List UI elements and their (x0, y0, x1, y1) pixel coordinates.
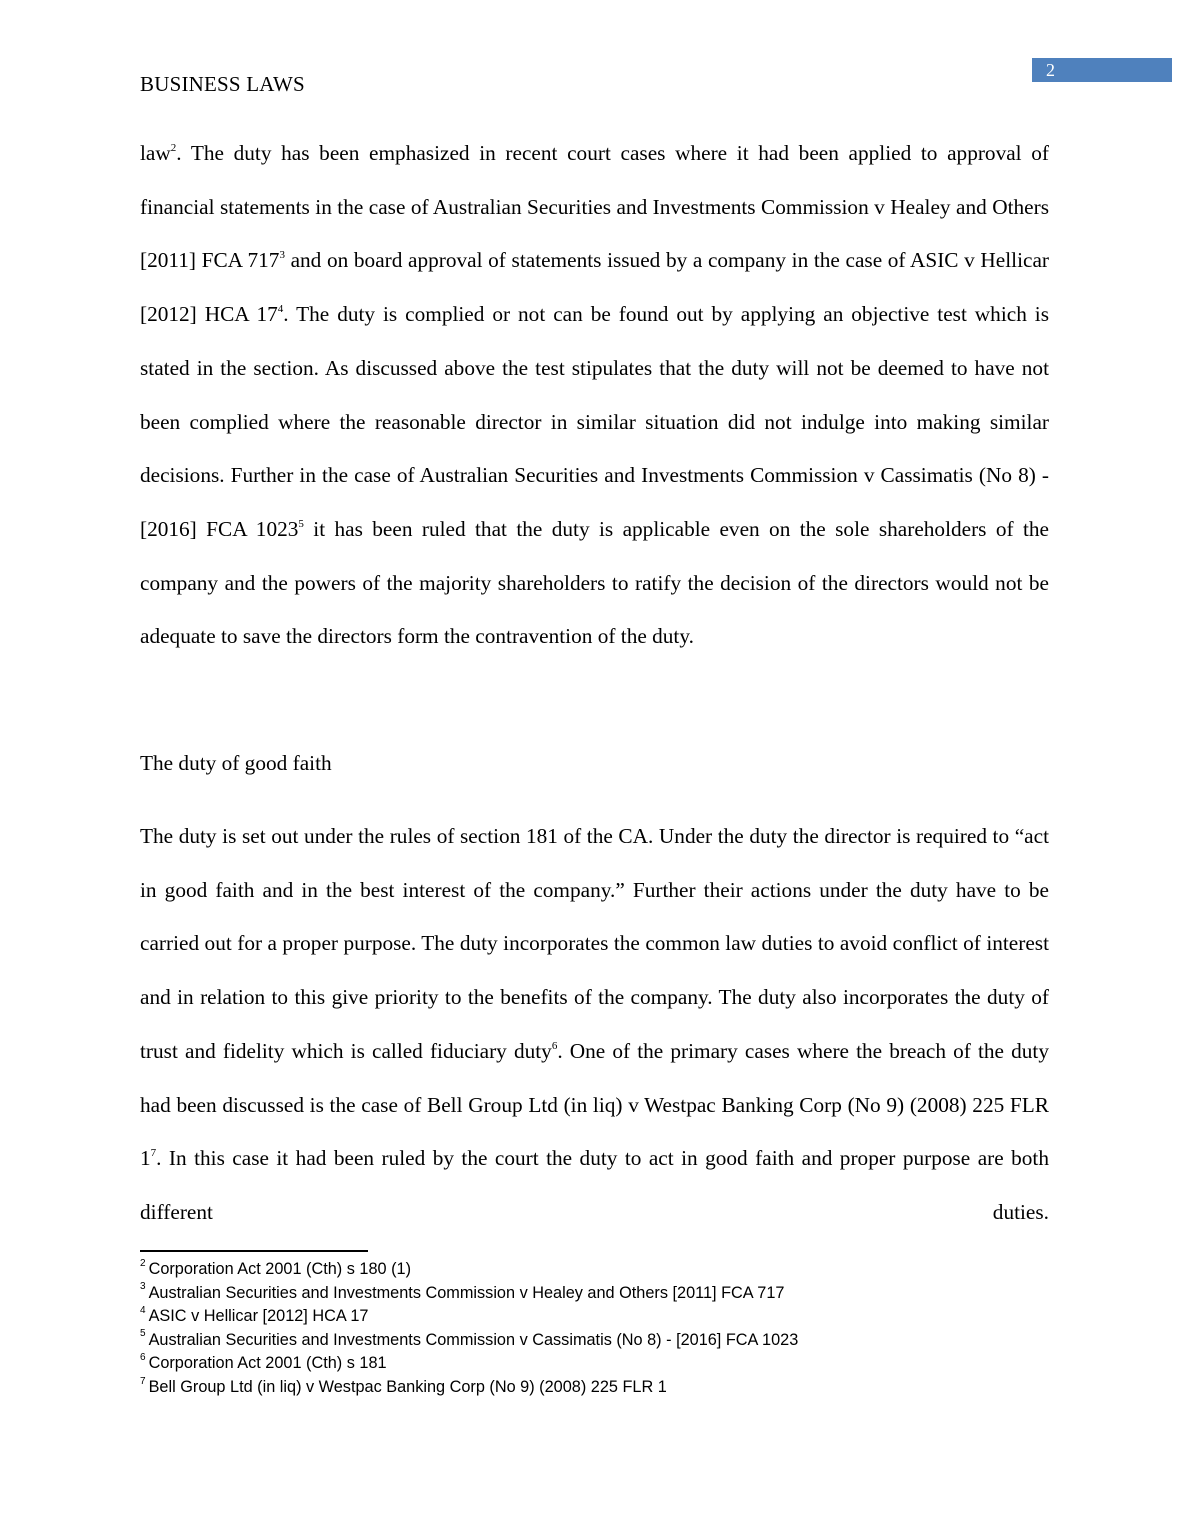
footnote-text: Corporation Act 2001 (Cth) s 181 (148, 1354, 387, 1373)
paragraph-text: The duty is set out under the rules of section 181 of the CA. Under the duty the director is required to “act in good faith and in the best interest of the company.” Further their actions under the duty have to be carried out for a proper purpose. The duty incorporates the common law duties to avoid conflict of interest and in relation to this give priority to the benefits of the company. The duty also incorporates the duty of trust and fidelity which is called fiduciary duty (140, 824, 1049, 1063)
footnote-ref-4[interactable]: 4 (277, 303, 284, 316)
footnote-text: Bell Group Ltd (in liq) v Westpac Banking Corp (No 9) (2008) 225 FLR 1 (148, 1377, 667, 1396)
paragraph-text: it has been ruled that the duty is applicable even on the sole shareholders of the company and the powers of the majority shareholders to ratify the decision of the directors would not be adequate to save the directors form the contravention of the duty. (140, 516, 1049, 649)
footnote-3 (140, 1282, 1090, 1306)
body-paragraph-1 (140, 127, 1049, 664)
running-header-title: BUSINESS LAWS (140, 72, 305, 96)
section-heading: The duty of good faith (140, 751, 332, 775)
footnote-2 (140, 1258, 1090, 1282)
footnote-number: 3 (140, 1281, 146, 1293)
page-number: 2 (1032, 58, 1172, 82)
footnote-text: ASIC v Hellicar [2012] HCA 17 (148, 1307, 369, 1326)
footnote-ref-7[interactable]: 7 (150, 1147, 157, 1160)
footnote-text: Australian Securities and Investments Commission v Healey and Others [2011] FCA 717 (148, 1283, 785, 1302)
paragraph-text: . The duty has been emphasized in recent court cases where it had been applied to approval of financial statements in the case of Australian Securities and Investments Commission v Healey and Others [2011] FCA 717 (140, 141, 1049, 273)
footnote-4 (140, 1305, 1090, 1329)
footnote-number: 5 (140, 1328, 146, 1340)
footnote-separator (140, 1250, 368, 1252)
footnote-ref-6[interactable]: 6 (551, 1039, 558, 1052)
footnote-6 (140, 1352, 1090, 1376)
footnote-number: 6 (140, 1351, 146, 1363)
footnote-number: 4 (140, 1304, 146, 1316)
footnote-ref-2[interactable]: 2 (170, 141, 177, 154)
footnote-ref-3[interactable]: 3 (279, 249, 285, 262)
body-paragraph-2 (140, 810, 1049, 1293)
footnote-7 (140, 1376, 1090, 1400)
paragraph-text: . In this case it had been ruled by the court the duty to act in good faith and proper purpose are both different duties. (140, 1146, 1049, 1224)
paragraph-text: and on board approval of statements issued by a company in the case of ASIC v Hellicar [2012] HCA 17 (140, 248, 1049, 327)
paragraph-text: . The duty is complied or not can be found out by applying an objective test which is stated in the section. As discussed above the test stipulates that the duty will not be deemed to have not been complied where the reasonable director in similar situation did not indulge into making similar decisions. Further in the case of Australian Securities and Investments Commission v Cassimatis (No 8) - [2016] FCA 1023 (140, 302, 1049, 541)
footnote-number: 7 (140, 1375, 146, 1387)
footnote-ref-5[interactable]: 5 (298, 517, 304, 530)
footnote-text: Australian Securities and Investments Commission v Cassimatis (No 8) - [2016] FCA 1023 (148, 1330, 799, 1349)
footnote-number: 2 (140, 1257, 146, 1269)
footnote-5 (140, 1329, 1090, 1353)
footnote-text: Corporation Act 2001 (Cth) s 180 (1) (148, 1260, 412, 1278)
footnotes (140, 1258, 1090, 1400)
paragraph-text: . One of the primary cases where the breach of the duty had been discussed is the case of Bell Group Ltd (in liq) v Westpac Banking Corp (No 9) (2008) 225 FLR 1 (140, 1038, 1049, 1171)
paragraph-text: law (140, 141, 171, 165)
